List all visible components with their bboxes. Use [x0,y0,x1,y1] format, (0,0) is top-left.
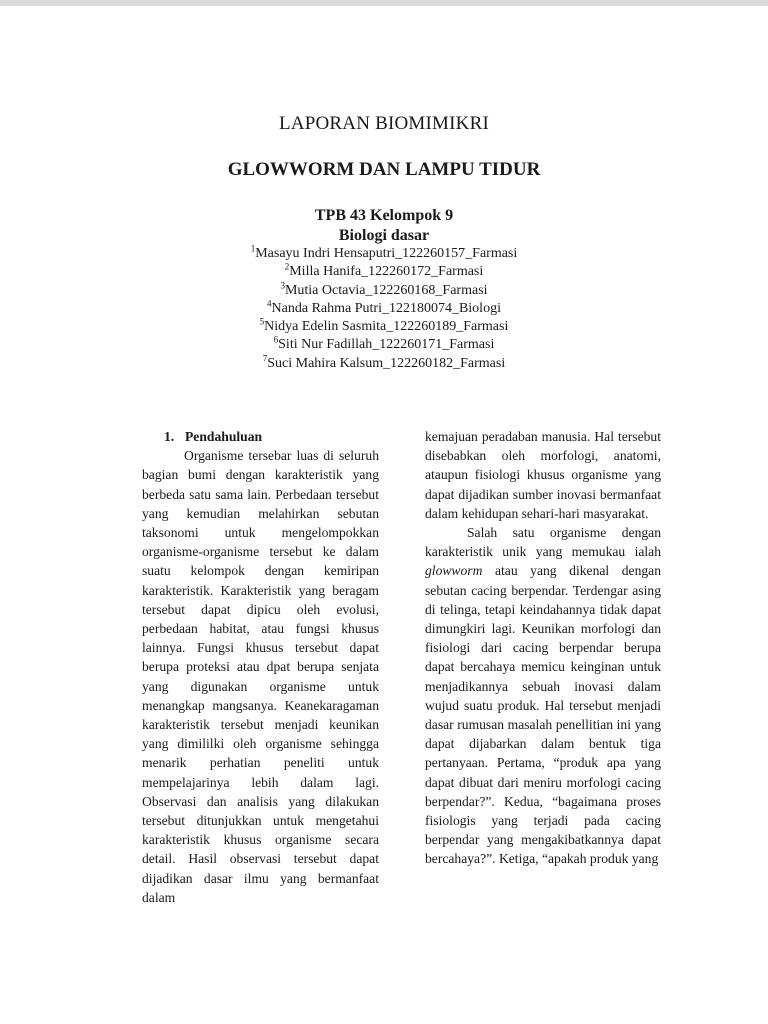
author-line: $^2$Milla Hanifa_122260172_Farmasi [284,261,484,280]
document-title: LAPORAN BIOMIMIKRI [279,113,489,134]
author-line: $^3$Mutia Octavia_122260168_Farmasi [280,279,488,298]
section-title: Pendahuluan [185,429,263,444]
author-line: $^6$Siti Nur Fadillah_122260171_Farmasi [273,334,495,353]
course-name: Biologi dasar [338,227,430,244]
author-line: $^5$Nidya Edelin Sasmita_122260189_Farmasi [259,316,509,335]
intro-paragraph: Organisme tersebar luas di seluruh bagian bumi dengan karakteristik yang berbeda satu sama lain. Perbedaan tersebut yang kemudian melahirkan sebutan taksonomi untuk mengelompokkan organisme-organisme tersebut ke dalam suatu kelompok dengan kemiripan karakteristik. Karakteristik yang beragam tersebut dapat dipicu oleh evolusi, perbedaan habitat, atau fungsi khusus lainnya. Fungsi khusus tersebut dapat berupa proteksi atau dpat berupa senjata yang digunakan organisme untuk menangkap mangsanya. Keanekaragaman karakteristik tersebut menjadi keunikan yang dimililki oleh organisme sehingga menarik perhatian peneliti untuk mempelajarinya lebih dalam lagi. Observasi dan analisis yang dilakukan tersebut ditunjukkan untuk mengetahui karakteristik khusus organisme secara detail. Hasil observasi tersebut dapat dijadikan dasar ilmu yang bermanfaat dalam [142,448,379,905]
glowworm-term: glowworm [425,563,483,579]
glowworm-paragraph: Salah satu organisme dengan karakteristik unik yang memukau ialah glowworm atau yang dikenal dengan sebutan cacing berpendar. Terdengar asing di telinga, tetapi keindahannya tidak dapat dimungkiri lagi. Keunikan morfologi dan fisiologi dari cacing berpendar berupa dapat bercahaya memicu keinginan untuk menjadikannya sebuah inovasi dalam wujud suatu produk. Hal tersebut menjadi dasar rumusan masalah penellitian ini yang dapat dijabarkan dalam bentuk tiga pertanyaan. Pertama, “produk apa yang dapat dibuat dari meniru morfologi cacing berpendar?”. Kedua, “bagaimana proses fisiologis yang terjadi pada cacing berpendar yang mengakibatkannya dapat bercahaya?”. Ketiga, “apakah produk yang [425,525,661,867]
author-line: $^7$Suci Mahira Kalsum_122260182_Farmasi [262,353,506,371]
continued-paragraph: kemajuan peradaban manusia. Hal tersebut disebabkan oleh morfologi, anatomi, ataupun fisiologi khusus organisme yang dapat dijadikan sumber inovasi bermanfaat dalam kehidupan sehari-hari masyarakat. [425,429,661,521]
left-column [142,427,379,907]
author-line: $^1$Masayu Indri Hensaputri_122260157_Farmasi [250,243,518,261]
document-subtitle: GLOWWORM DAN LAMPU TIDUR [227,159,541,180]
section-heading [164,427,379,446]
author-line: $^4$Nanda Rahma Putri_122180074_Biologi [267,298,501,316]
section-number: 1. [164,429,175,444]
right-column [425,427,661,869]
author-list [0,245,768,373]
group-info [0,206,768,246]
group-name: TPB 43 Kelompok 9 [314,207,454,224]
page-top-shade [0,0,768,6]
